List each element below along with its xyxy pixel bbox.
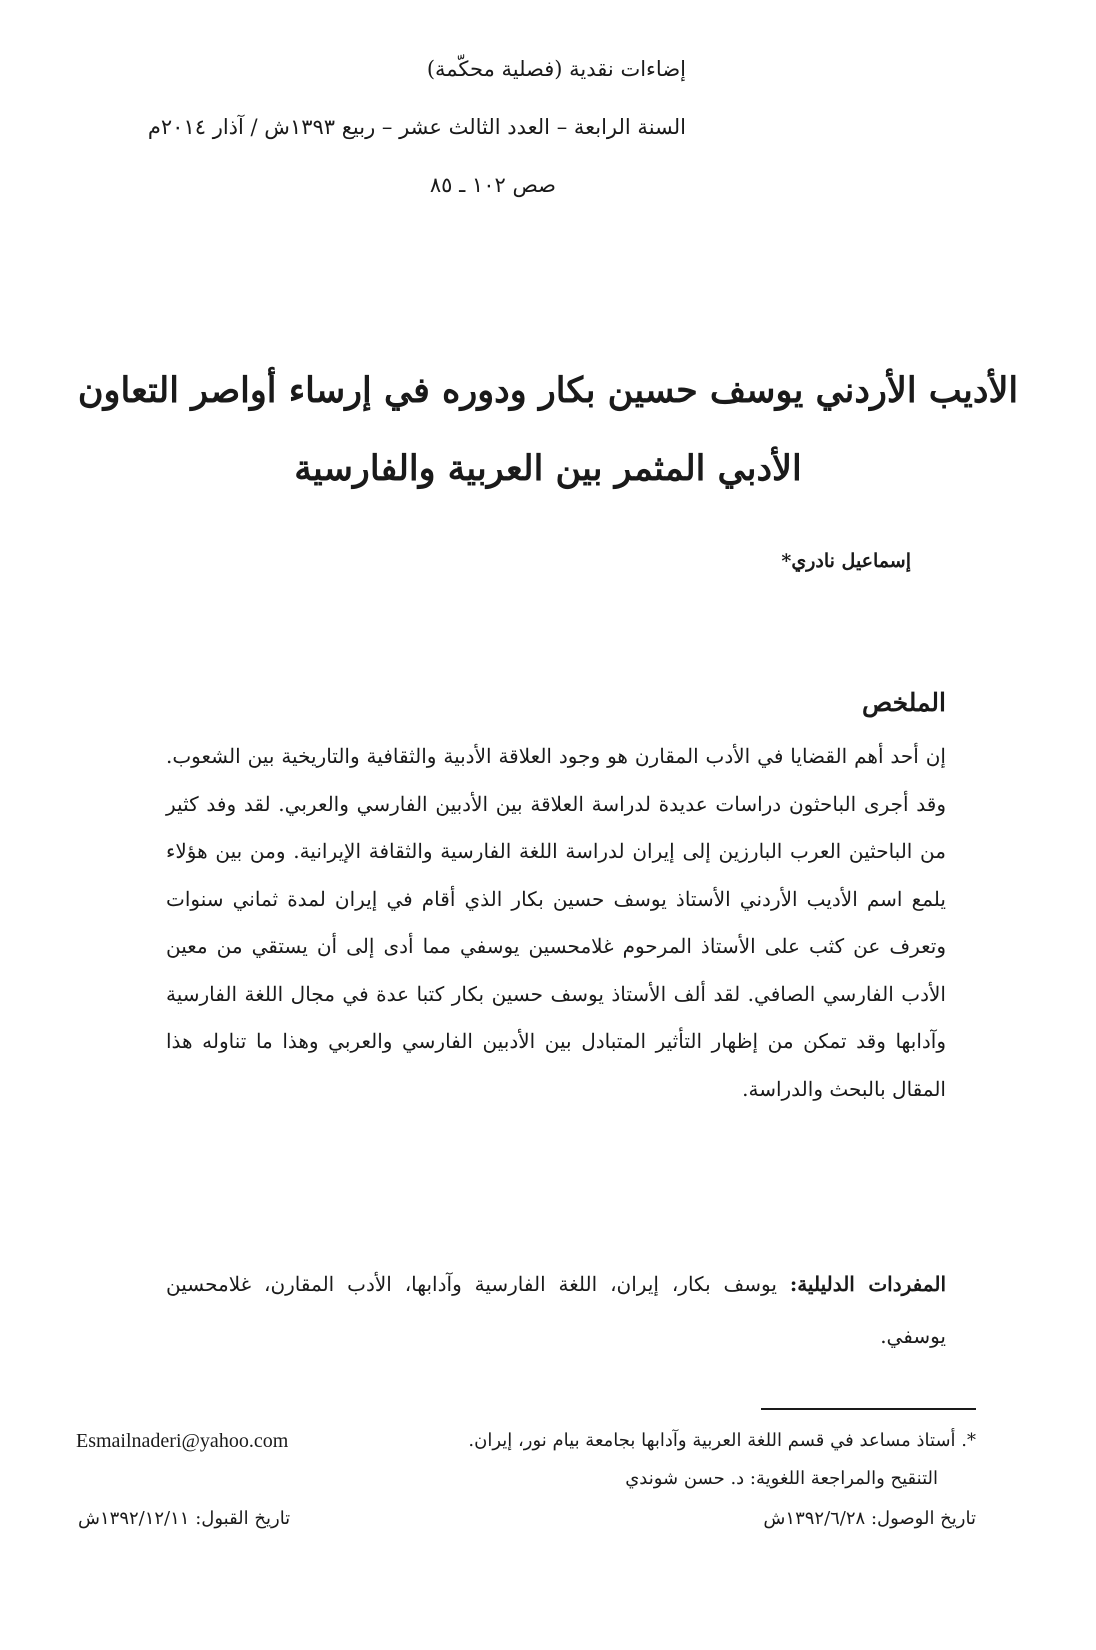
date-received: تاريخ الوصول: ١٣٩٢/٦/٢٨ش [763, 1508, 976, 1529]
footnote-divider [761, 1408, 976, 1410]
keywords-label: المفردات الدليلية: [789, 1272, 947, 1296]
author-email: Esmailnaderi@yahoo.com [76, 1430, 289, 1452]
journal-name: إضاءات نقدية (فصلية محكّمة) [426, 57, 686, 81]
author-name: إسماعيل نادري* [781, 550, 911, 572]
article-title-line-2: الأدبي المثمر بين العربية والفارسية [294, 448, 802, 489]
abstract-text: إن أحد أهم القضايا في الأدب المقارن هو وجود العلاقة الأدبية والثقافية والتاريخية بين الشعوب. وقد أجرى الباحثون دراسات عديدة لدراسة العلاقة بين الأدبين الفارسي والعربي. لقد وفد كثير من الباحثين العرب البارزين إلى إيران لدراسة اللغة الفارسية والثقافة الإيرانية. ومن بين هؤلاء يلمع اسم الأديب الأردني الأستاذ يوسف حسين بكار الذي أقام في إيران لمدة ثماني سنوات وتعرف عن كثب على الأستاذ المرحوم غلامحسين يوسفي مما أدى إلى أن يستقي من معين الأدب الفارسي الصافي. لقد ألف الأستاذ يوسف حسين بكار كتبا عدة في مجال اللغة الفارسية وآدابها وقد تمكن من إظهار التأثير المتبادل بين الأدبين الفارسي والعربي وهذا ما تناوله هذا المقال بالبحث والدراسة. [166, 744, 946, 1101]
journal-header [66, 40, 686, 214]
footnote-affiliation: *. أستاذ مساعد في قسم اللغة العربية وآدابها بجامعة بيام نور، إيران. [468, 1430, 976, 1451]
abstract-heading: الملخص [861, 688, 946, 717]
page-range: صص ١٠٢ ـ ٨٥ [429, 173, 556, 197]
footnote-editing: التنقيح والمراجعة اللغوية: د. حسن شوندي [625, 1468, 938, 1489]
article-title [70, 352, 1026, 508]
journal-issue: السنة الرابعة – العدد الثالث عشر – ربيع ١٣٩٣ش / آذار ٢٠١٤م [147, 115, 686, 139]
keywords-text: يوسف بكار، إيران، اللغة الفارسية وآدابها، الأدب المقارن، غلامحسين يوسفي. [166, 1272, 946, 1348]
article-title-line-1: الأديب الأردني يوسف حسين بكار ودوره في إرساء أواصر التعاون [77, 370, 1019, 411]
keywords [166, 1258, 946, 1362]
date-accepted: تاريخ القبول: ١٣٩٢/١٢/١١ش [78, 1508, 291, 1529]
